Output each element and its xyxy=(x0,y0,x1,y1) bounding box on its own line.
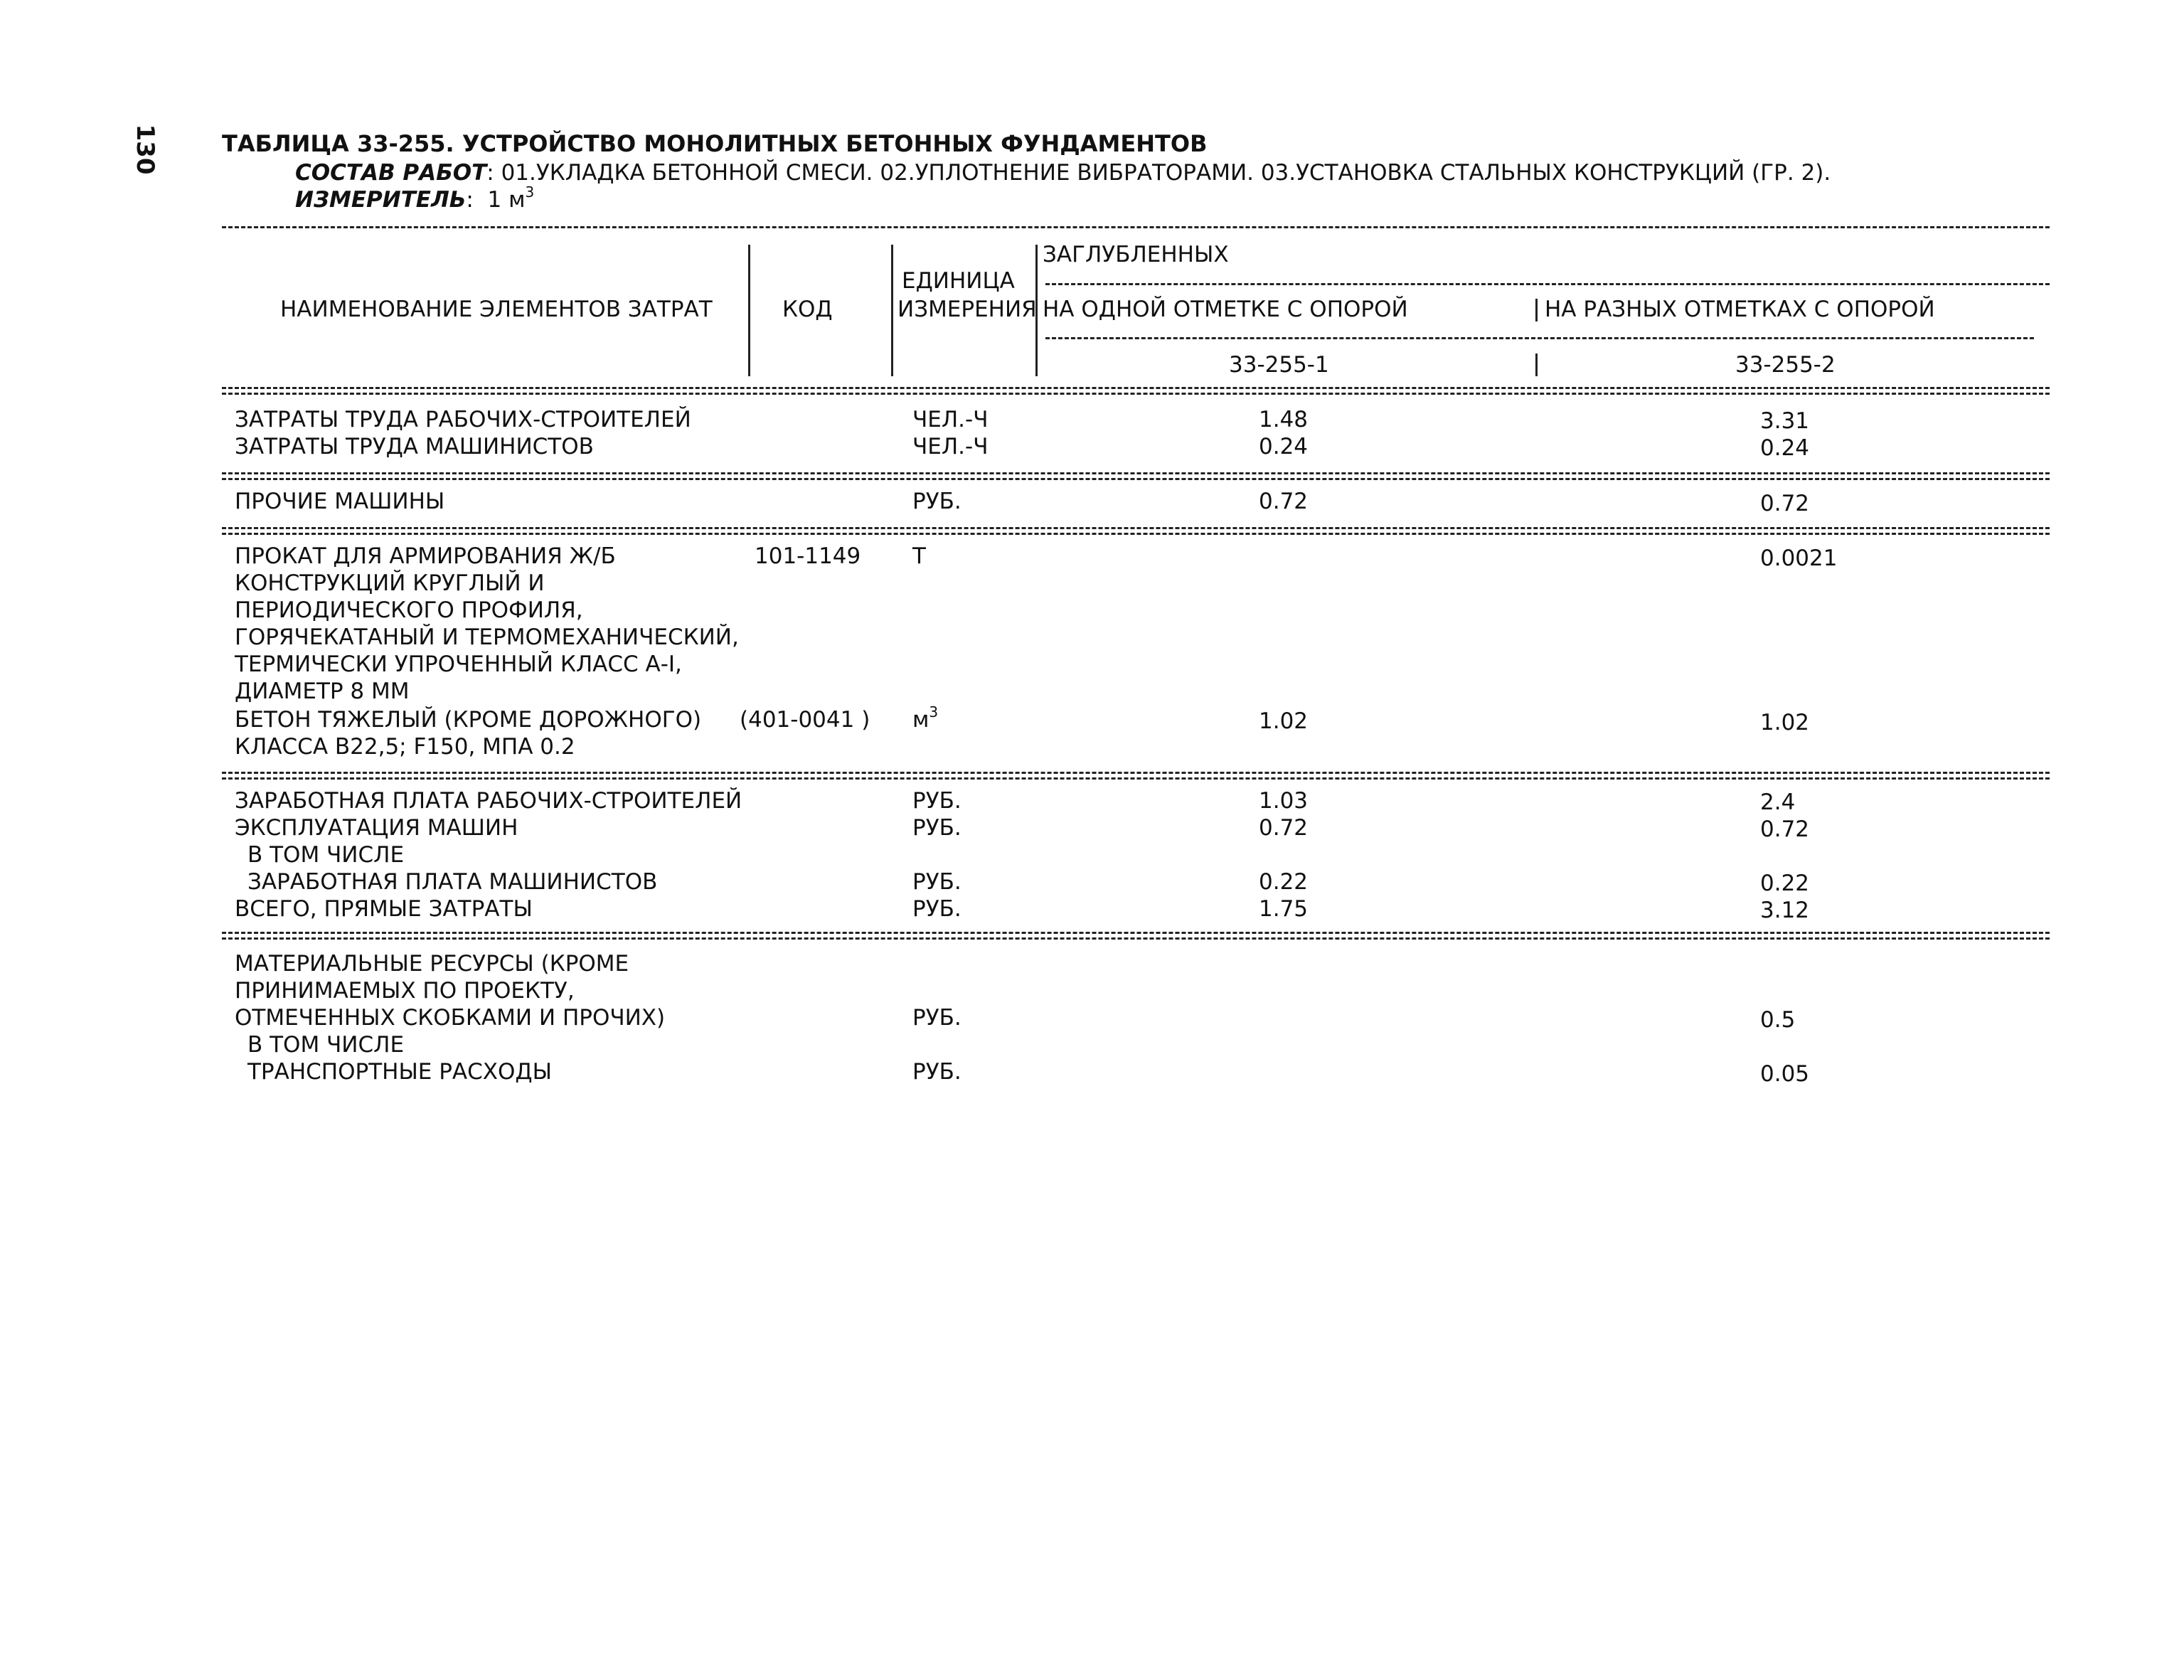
row-unit-text: м xyxy=(912,707,929,733)
measure-line xyxy=(295,184,535,213)
rule-sub xyxy=(1045,337,2034,339)
row-name: В ТОМ ЧИСЛЕ xyxy=(247,842,405,868)
row-unit: РУБ. xyxy=(912,489,962,514)
divider-col1-col2-b xyxy=(1535,353,1538,376)
measure-value: : 1 м xyxy=(466,187,526,213)
row-value-1: 0.22 xyxy=(1259,869,1309,895)
header-name: НАИМЕНОВАНИЕ ЭЛЕМЕНТОВ ЗАТРАТ xyxy=(280,297,713,322)
row-unit: РУБ. xyxy=(912,896,962,922)
row-value-2: 3.12 xyxy=(1760,898,1810,923)
row-unit: РУБ. xyxy=(912,1005,962,1031)
divider-code-unit xyxy=(891,245,893,376)
header-unit-2: ИЗМЕРЕНИЯ xyxy=(897,297,1037,322)
row-code: 101-1149 xyxy=(755,543,861,569)
row-name: ЗАРАБОТНАЯ ПЛАТА МАШИНИСТОВ xyxy=(247,869,658,895)
row-value-1: 0.24 xyxy=(1259,434,1309,459)
row-unit: РУБ. xyxy=(912,815,962,841)
row-name-line: КОНСТРУКЦИЙ КРУГЛЫЙ И xyxy=(235,570,545,596)
row-value-2: 2.4 xyxy=(1760,790,1796,815)
composition-label: СОСТАВ РАБОТ xyxy=(295,160,487,186)
rule-group xyxy=(1045,283,2050,285)
row-value-2: 0.24 xyxy=(1760,435,1810,461)
row-name-line: ГОРЯЧЕКАТАНЫЙ И ТЕРМОМЕХАНИЧЕСКИЙ, xyxy=(235,624,739,650)
row-value-1: 1.48 xyxy=(1259,407,1309,432)
row-name: ЭКСПЛУАТАЦИЯ МАШИН xyxy=(235,815,518,841)
row-value-2: 0.0021 xyxy=(1760,546,1838,571)
row-name: ЗАТРАТЫ ТРУДА РАБОЧИХ-СТРОИТЕЛЕЙ xyxy=(235,407,691,432)
row-name: ТРАНСПОРТНЫЕ РАСХОДЫ xyxy=(247,1059,552,1085)
header-col1: НА ОДНОЙ ОТМЕТКЕ С ОПОРОЙ xyxy=(1043,297,1408,322)
row-value-2: 0.22 xyxy=(1760,871,1810,896)
row-name-line: ДИАМЕТР 8 ММ xyxy=(235,679,410,704)
row-name: ЗАТРАТЫ ТРУДА МАШИНИСТОВ xyxy=(235,434,594,459)
row-name-line: ПРИНИМАЕМЫХ ПО ПРОЕКТУ, xyxy=(235,978,575,1004)
header-unit-1: ЕДИНИЦА xyxy=(902,268,1015,294)
row-name: ЗАРАБОТНАЯ ПЛАТА РАБОЧИХ-СТРОИТЕЛЕЙ xyxy=(235,788,742,814)
composition-line xyxy=(295,162,1831,184)
header-col2: НА РАЗНЫХ ОТМЕТКАХ С ОПОРОЙ xyxy=(1545,297,1935,322)
row-value-2: 0.5 xyxy=(1760,1007,1796,1033)
page-number: 130 xyxy=(131,124,159,175)
row-name-line: ОТМЕЧЕННЫХ СКОБКАМИ И ПРОЧИХ) xyxy=(235,1005,666,1031)
header-group: ЗАГЛУБЛЕННЫХ xyxy=(1043,242,1229,267)
divider-col1-col2-a xyxy=(1535,299,1538,321)
row-name: ПРОЧИЕ МАШИНЫ xyxy=(235,489,445,514)
row-value-1: 1.03 xyxy=(1259,788,1309,814)
row-value-1: 0.72 xyxy=(1259,489,1309,514)
rule-sec3 xyxy=(222,772,2050,774)
rule-header-bottom xyxy=(222,387,2050,389)
measure-sup: 3 xyxy=(525,184,535,201)
row-value-1: 1.02 xyxy=(1259,708,1309,734)
rule-sec1b xyxy=(222,478,2050,480)
header-col1-code: 33-255-1 xyxy=(1229,352,1329,378)
row-name-line: ТЕРМИЧЕСКИ УПРОЧЕННЫЙ КЛАСС А-I, xyxy=(235,652,682,677)
row-code: (401-0041 ) xyxy=(740,707,870,733)
row-value-2: 0.05 xyxy=(1760,1061,1810,1087)
row-name: В ТОМ ЧИСЛЕ xyxy=(247,1032,405,1058)
measure-label: ИЗМЕРИТЕЛЬ xyxy=(295,187,467,213)
row-unit-sup: 3 xyxy=(929,703,939,721)
header-code: КОД xyxy=(782,297,833,322)
rule-sec4b xyxy=(222,937,2050,940)
row-name-line: КЛАССА В22,5; F150, МПА 0.2 xyxy=(235,734,575,760)
row-unit: РУБ. xyxy=(912,1059,962,1085)
row-name: ВСЕГО, ПРЯМЫЕ ЗАТРАТЫ xyxy=(235,896,533,922)
table-title: ТАБЛИЦА 33-255. УСТРОЙСТВО МОНОЛИТНЫХ БЕТОННЫХ ФУНДАМЕНТОВ xyxy=(222,130,1208,157)
rule-sec3b xyxy=(222,777,2050,780)
rule-sec2 xyxy=(222,527,2050,529)
row-unit: ЧЕЛ.-Ч xyxy=(912,407,989,432)
row-value-2: 1.02 xyxy=(1760,710,1810,735)
row-unit: РУБ. xyxy=(912,788,962,814)
row-value-1: 1.75 xyxy=(1259,896,1309,922)
row-value-1: 0.72 xyxy=(1259,815,1309,841)
row-unit xyxy=(912,703,939,733)
row-value-2: 0.72 xyxy=(1760,817,1810,842)
divider-name-code xyxy=(748,245,750,376)
row-value-2: 3.31 xyxy=(1760,408,1810,434)
row-name-line: ПРОКАТ ДЛЯ АРМИРОВАНИЯ Ж/Б xyxy=(235,543,616,569)
row-name-line: ПЕРИОДИЧЕСКОГО ПРОФИЛЯ, xyxy=(235,597,583,623)
row-unit: РУБ. xyxy=(912,869,962,895)
composition-text: : 01.УКЛАДКА БЕТОННОЙ СМЕСИ. 02.УПЛОТНЕНИЕ ВИБРАТОРАМИ. 03.УСТАНОВКА СТАЛЬНЫХ КОНСТРУКЦИЙ (ГР. 2). xyxy=(486,160,1831,186)
rule-top xyxy=(222,226,2050,228)
rule-sec2b xyxy=(222,533,2050,535)
row-unit: ЧЕЛ.-Ч xyxy=(912,434,989,459)
row-name-line: БЕТОН ТЯЖЕЛЫЙ (КРОМЕ ДОРОЖНОГО) xyxy=(235,707,702,733)
row-unit: Т xyxy=(912,543,926,569)
row-value-2: 0.72 xyxy=(1760,491,1810,516)
header-col2-code: 33-255-2 xyxy=(1735,352,1836,378)
row-name-line: МАТЕРИАЛЬНЫЕ РЕСУРСЫ (КРОМЕ xyxy=(235,951,629,977)
rule-sec4 xyxy=(222,932,2050,934)
rule-header-bottom-2 xyxy=(222,393,2050,395)
rule-sec1 xyxy=(222,472,2050,474)
